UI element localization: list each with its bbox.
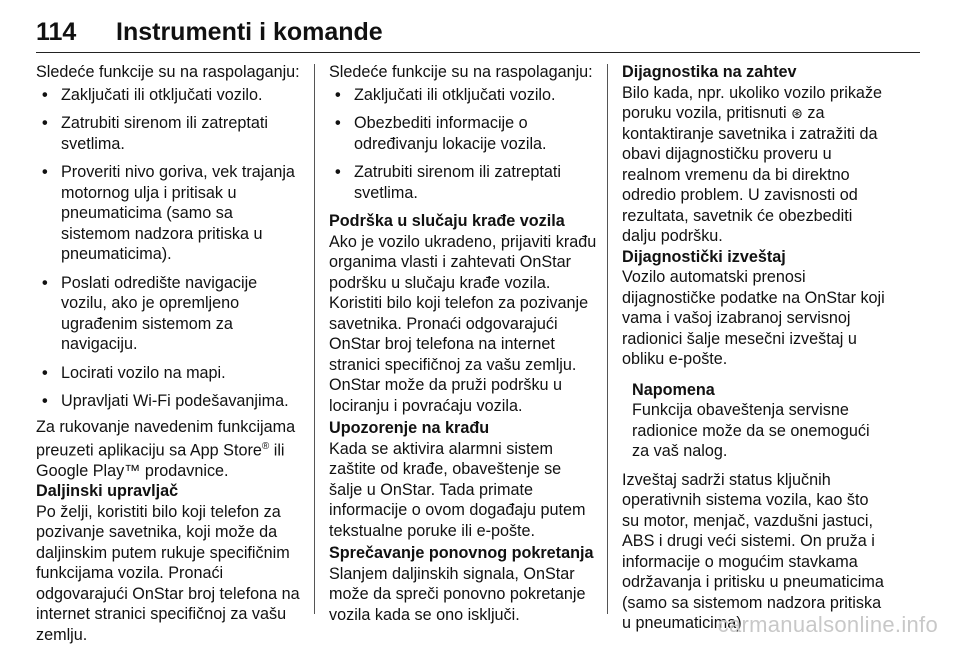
note-body: Funkcija obaveštenja servisne radionice može da se onemogući za vaš nalog.: [632, 401, 870, 460]
column-middle: [329, 62, 597, 625]
section-title-alert: Upozorenje na krađu: [329, 419, 490, 437]
alert-body: Kada se aktivira alarmni sistem zaštite od krađe, obaveštenje se šalje u OnStar. Tada primate informacije o ovom događaju putem tekstualne poruke ili e-pošte.: [329, 439, 586, 540]
features-intro: Sledeće funkcije su na raspolaganju:: [329, 63, 593, 81]
features-intro: Sledeće funkcije su na raspolaganju:: [36, 63, 300, 81]
note-box: [622, 380, 890, 462]
section-title-remote: Daljinski upravljač: [36, 482, 179, 501]
column-right: [622, 62, 890, 634]
report-body: Vozilo automatski prenosi dijagnostičke podatke na OnStar koji vama i vašoj izabranoj servisnoj radionici šalje mesečni izveštaj u obliku e-pošte.: [622, 268, 885, 368]
section-title-diagnostics: Dijagnostika na zahtev: [622, 63, 797, 81]
column-divider: [607, 64, 608, 614]
list-item: • Zatrubiti sirenom ili zatreptati svetlima.: [329, 162, 597, 203]
app-paragraph: [36, 417, 304, 482]
section-title-report: Dijagnostički izveštaj: [622, 247, 786, 266]
remote-body: Po želji, koristiti bilo koji telefon za pozivanje savetnika, koji može da daljinskim putem rukuje specifičnim funkcijama vozila. Pronaći odgovarajući OnStar broj telefona na internet stranici specifičnoj za vašu zemlju.: [36, 502, 300, 644]
watermark: carmanualsonline.info: [717, 612, 938, 637]
page-number: 114: [36, 18, 77, 46]
report-body-2: Izveštaj sadrži status ključnih operativnih sistema vozila, kao što su motor, menjač, vazdušni jastuci, ABS i drugi veći sistemi. On pruža i informacije o mogućim stavkama održavanja i pritisku u pneumaticima (samo sa sistemom nadzora pritiska u pneumaticima).: [622, 470, 884, 632]
column-divider: [314, 64, 315, 614]
restart-body: Slanjem daljinskih signala, OnStar može da spreči ponovno pokretanje vozila kada se ono isključi.: [329, 564, 586, 624]
list-item: • Zatrubiti sirenom ili zatreptati svetlima.: [36, 113, 304, 154]
list-item: • Zaključati ili otključati vozilo.: [329, 85, 597, 106]
theft-body-2: OnStar može da pruži podršku u lociranju i povraćaju vozila.: [329, 376, 563, 415]
list-item: • Locirati vozilo na mapi.: [36, 363, 304, 384]
list-item: • Proveriti nivo goriva, vek trajanja motornog ulja i pritisak u pneumaticima (samo sa sistemom nadzora pritiska u pneumaticima).: [36, 162, 304, 265]
app-text-end: ili Google Play™ prodavnice.: [36, 441, 285, 480]
list-item: • Upravljati Wi-Fi podešavanjima.: [36, 391, 304, 412]
list-item: • Zaključati ili otključati vozilo.: [36, 85, 304, 106]
list-item: • Poslati odredište navigacije vozilu, ako je opremljeno ugrađenim sistemom za navigaciju.: [36, 273, 304, 355]
section-title-theft: Podrška u slučaju krađe vozila: [329, 212, 565, 230]
page-header: [36, 18, 920, 53]
registered-mark: ®: [261, 441, 270, 452]
diagnostics-text: Bilo kada, npr. ukoliko vozilo prikaže poruku vozila, pritisnuti: [622, 83, 883, 122]
diagnostics-text-end: za kontaktiranje savetnika i zatražiti da obavi dijagnostičku proveru u realnom vremenu da bi direktno odredio problem. U zavisnosti od rezultata, savetnik će obezbediti dalju podršku.: [622, 104, 878, 245]
onstar-button-icon: ⊛: [791, 105, 803, 121]
column-left: [36, 62, 304, 645]
features-list: [36, 85, 304, 412]
theft-body: Ako je vozilo ukradeno, prijaviti krađu organima vlasti i zahtevati OnStar podršku u slučaju krađe vozila. Koristiti bilo koji telefon za pozivanje savetnika. Pronaći odgovarajući OnStar broj telefona na internet stranici specifičnoj za vašu zemlju.: [329, 232, 597, 374]
features-list: [329, 85, 597, 204]
list-item: • Obezbediti informacije o određivanju lokacije vozila.: [329, 113, 597, 154]
section-title-restart: Sprečavanje ponovnog pokretanja: [329, 544, 594, 562]
diagnostics-body: [622, 83, 890, 247]
app-text: Za rukovanje navedenim funkcijama preuzeti aplikaciju sa App Store: [36, 417, 296, 460]
page-title: Instrumenti i komande: [116, 18, 383, 46]
note-title: Napomena: [632, 380, 715, 399]
